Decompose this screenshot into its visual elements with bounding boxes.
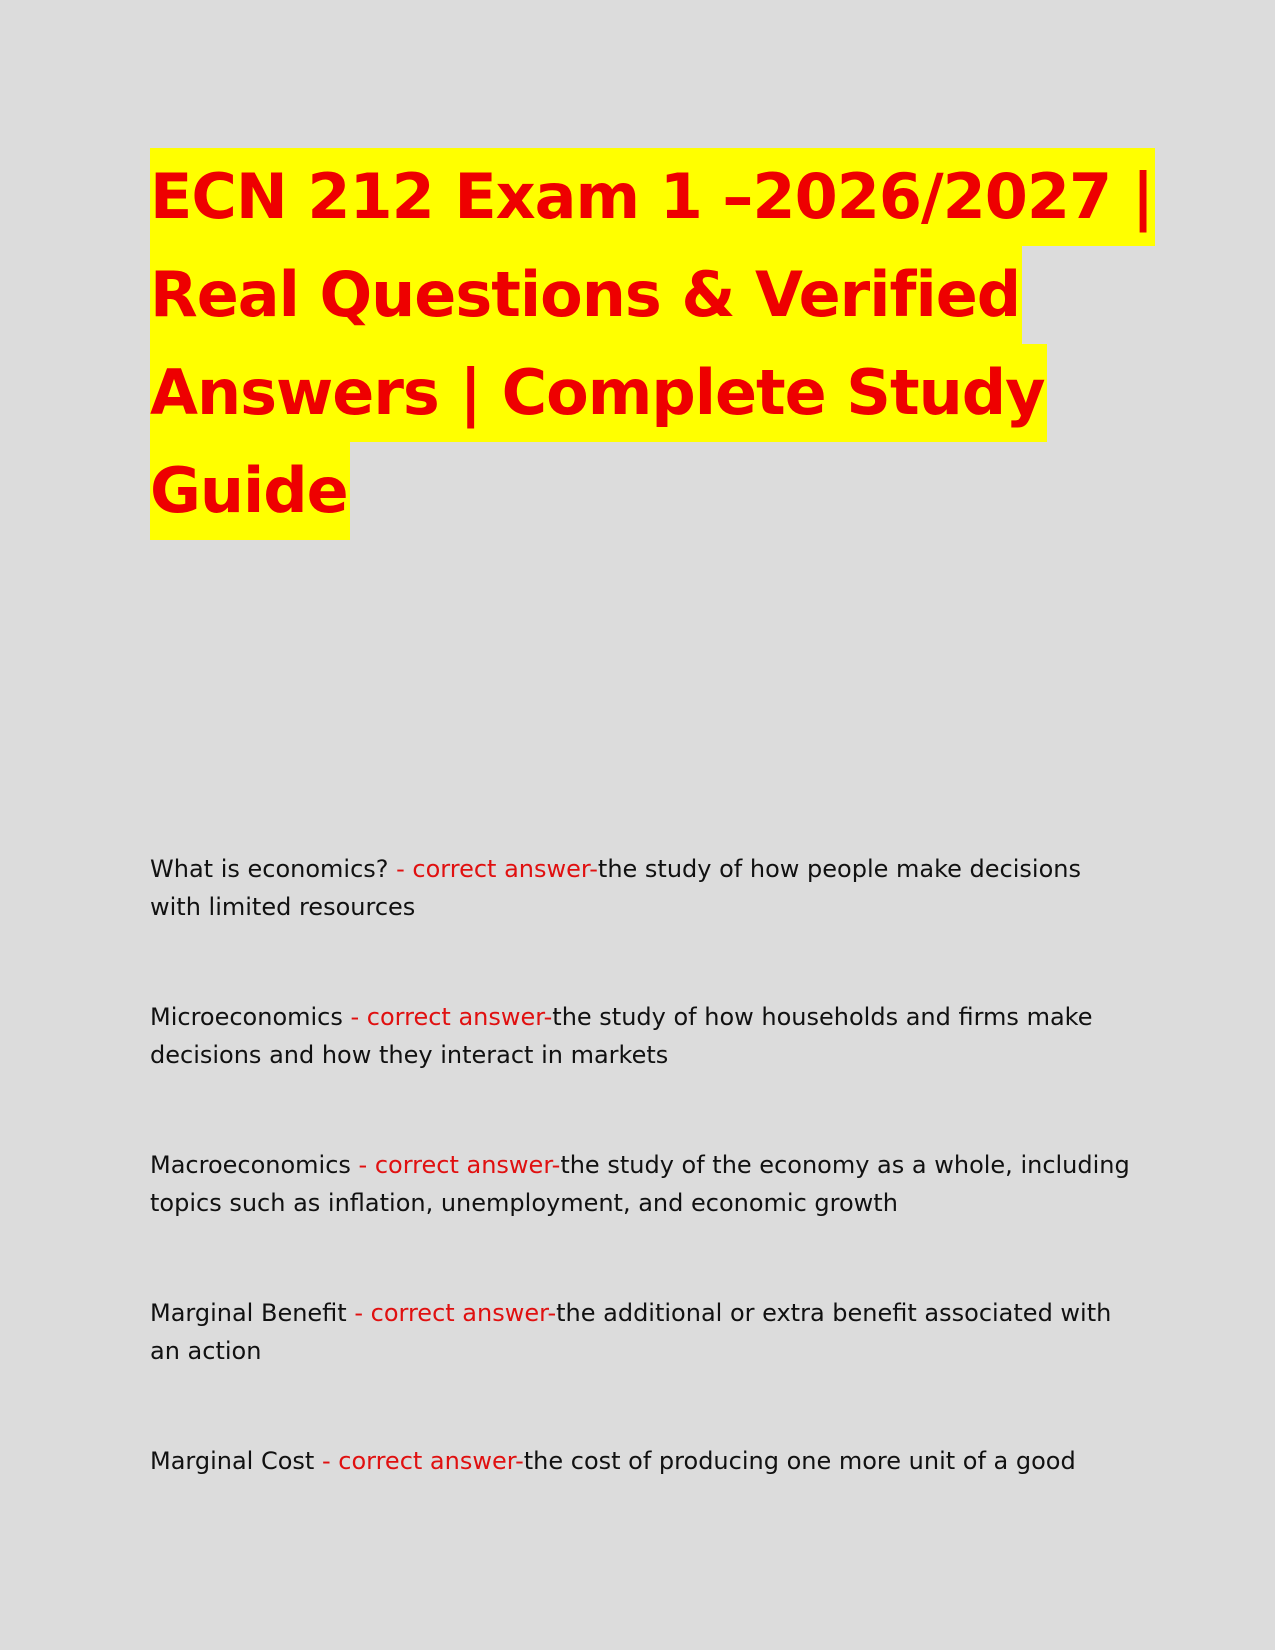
answer-text: the additional or extra benefit associated with an action: [150, 1299, 1112, 1365]
qa-item: [150, 1442, 1130, 1480]
qa-item: [150, 998, 1130, 1074]
qa-item: [150, 850, 1130, 926]
title-line: Real Questions & Verified: [150, 246, 1022, 344]
qa-item: [150, 1146, 1130, 1222]
document-title: [150, 148, 1154, 540]
correct-answer-separator: - correct answer-: [350, 1003, 553, 1031]
answer-text: the cost of producing one more unit of a good: [523, 1447, 1076, 1475]
title-line: Answers | Complete Study: [150, 344, 1047, 442]
title-line: Guide: [150, 442, 350, 540]
question-text: Microeconomics: [150, 1003, 351, 1031]
answer-text: the study of how households and firms make decisions and how they interact in markets: [150, 1003, 1093, 1069]
qa-list: [150, 850, 1130, 1552]
correct-answer-separator: - correct answer-: [358, 1151, 561, 1179]
answer-text: the study of how people make decisions with limited resources: [150, 855, 1081, 921]
question-text: Marginal Cost: [150, 1447, 322, 1475]
correct-answer-separator: - correct answer-: [321, 1447, 524, 1475]
title-line: ECN 212 Exam 1 –2026/2027 |: [150, 148, 1155, 246]
answer-text: the study of the economy as a whole, including topics such as inflation, unemployment, and economic growth: [150, 1151, 1130, 1217]
question-text: What is economics?: [150, 855, 397, 883]
question-text: Macroeconomics: [150, 1151, 359, 1179]
question-text: Marginal Benefit: [150, 1299, 355, 1327]
correct-answer-separator: - correct answer-: [354, 1299, 557, 1327]
qa-item: [150, 1294, 1130, 1370]
correct-answer-separator: - correct answer-: [396, 855, 598, 883]
